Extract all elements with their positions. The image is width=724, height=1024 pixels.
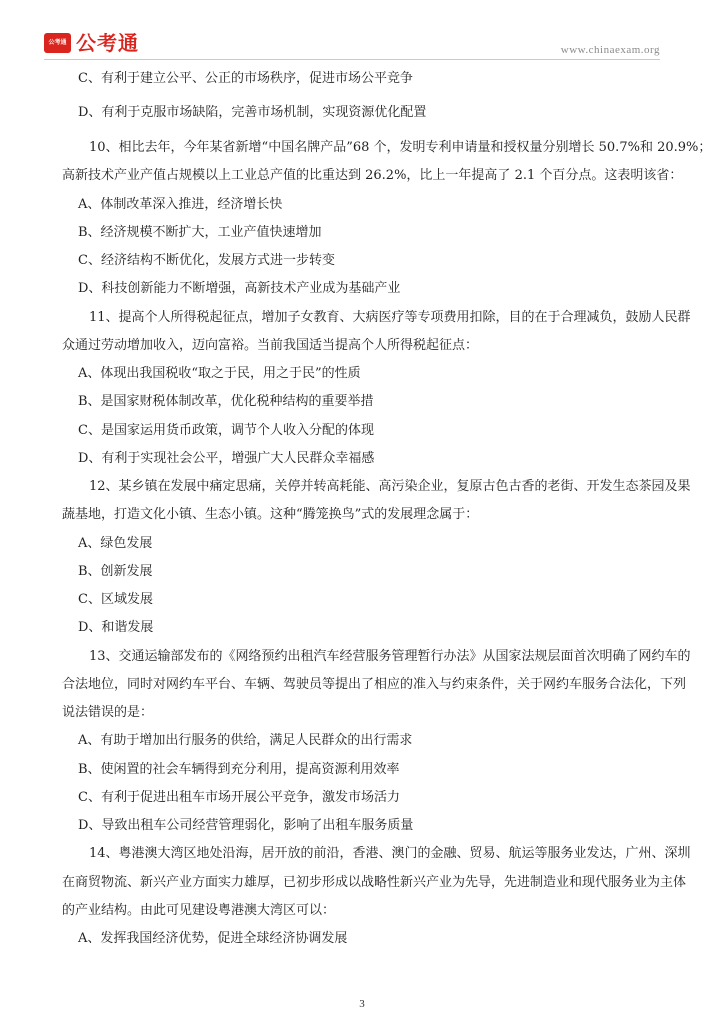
option-line: C、区域发展 (78, 592, 153, 607)
question-13-line: 13、交通运输部发布的《网络预约出租汽车经营服务管理暂行办法》从国家法规层面首次明确了网约车的 (89, 649, 691, 664)
option-line: D、导致出租车公司经营管理弱化，影响了出租车服务质量 (78, 818, 414, 833)
option-line: A、体制改革深入推进，经济增长快 (78, 197, 283, 212)
page-number: 3 (359, 998, 365, 1010)
header-divider (44, 59, 660, 60)
option-line: B、使闲置的社会车辆得到充分利用，提高资源利用效率 (78, 762, 400, 777)
question-14-line: 在商贸物流、新兴产业方面实力雄厚，已初步形成以战略性新兴产业为先导，先进制造业和现代服务业为主体 (62, 875, 687, 890)
logo-text: 公考通 (76, 31, 139, 55)
option-line: B、创新发展 (78, 564, 153, 579)
option-line: A、发挥我国经济优势，促进全球经济协调发展 (78, 931, 348, 946)
question-13-line: 说法错误的是： (62, 705, 154, 720)
option-line: C、有利于建立公平、公正的市场秩序，促进市场公平竞争 (78, 71, 413, 86)
question-12-line: 12、某乡镇在发展中痛定思痛，关停并转高耗能、高污染企业，复原古色古香的老街、开发生态茶园及果 (89, 479, 691, 494)
question-10-line: 10、相比去年，今年某省新增“中国名牌产品”68 个，发明专利申请量和授权量分别增长 50.7%和 20.9%； (89, 140, 712, 155)
question-14-line: 的产业结构。由此可见建设粤港澳大湾区可以： (62, 903, 336, 918)
option-line: D、有利于实现社会公平，增强广大人民群众幸福感 (78, 451, 375, 466)
option-line: A、体现出我国税收“取之于民，用之于民”的性质 (78, 366, 361, 381)
option-line: D、科技创新能力不断增强，高新技术产业成为基础产业 (78, 281, 401, 296)
option-line: B、经济规模不断扩大，工业产值快速增加 (78, 225, 322, 240)
option-line: B、是国家财税体制改革，优化税种结构的重要举措 (78, 394, 374, 409)
option-line: D、有利于克服市场缺陷，完善市场机制，实现资源优化配置 (78, 105, 427, 120)
page-header (0, 0, 724, 64)
option-line: A、绿色发展 (78, 536, 153, 551)
option-line: A、有助于增加出行服务的供给，满足人民群众的出行需求 (78, 733, 413, 748)
question-11-line: 11、提高个人所得税起征点，增加子女教育、大病医疗等专项费用扣除，目的在于合理减负，鼓励人民群 (89, 310, 691, 325)
option-line: D、和谐发展 (78, 620, 154, 635)
question-14-line: 14、粤港澳大湾区地处沿海，居开放的前沿，香港、澳门的金融、贸易、航运等服务业发达，广州、深圳 (89, 846, 691, 861)
question-11-line: 众通过劳动增加收入，迈向富裕。当前我国适当提高个人所得税起征点： (62, 338, 479, 353)
logo-badge: 公考通 (44, 33, 71, 53)
site-url[interactable]: www.chinaexam.org (560, 44, 660, 56)
question-12-line: 蔬基地，打造文化小镇、生态小镇。这种“腾笼换鸟”式的发展理念属于： (62, 507, 479, 522)
option-line: C、是国家运用货币政策，调节个人收入分配的体现 (78, 423, 374, 438)
question-13-line: 合法地位，同时对网约车平台、车辆、驾驶员等提出了相应的准入与约束条件，关于网约车服务合法化，下列 (62, 677, 687, 692)
option-line: C、有利于促进出租车市场开展公平竞争，激发市场活力 (78, 790, 400, 805)
option-line: C、经济结构不断优化，发展方式进一步转变 (78, 253, 335, 268)
question-10-line: 高新技术产业产值占规模以上工业总产值的比重达到 26.2%，比上一年提高了 2.1 个百分点。这表明该省： (62, 168, 683, 183)
